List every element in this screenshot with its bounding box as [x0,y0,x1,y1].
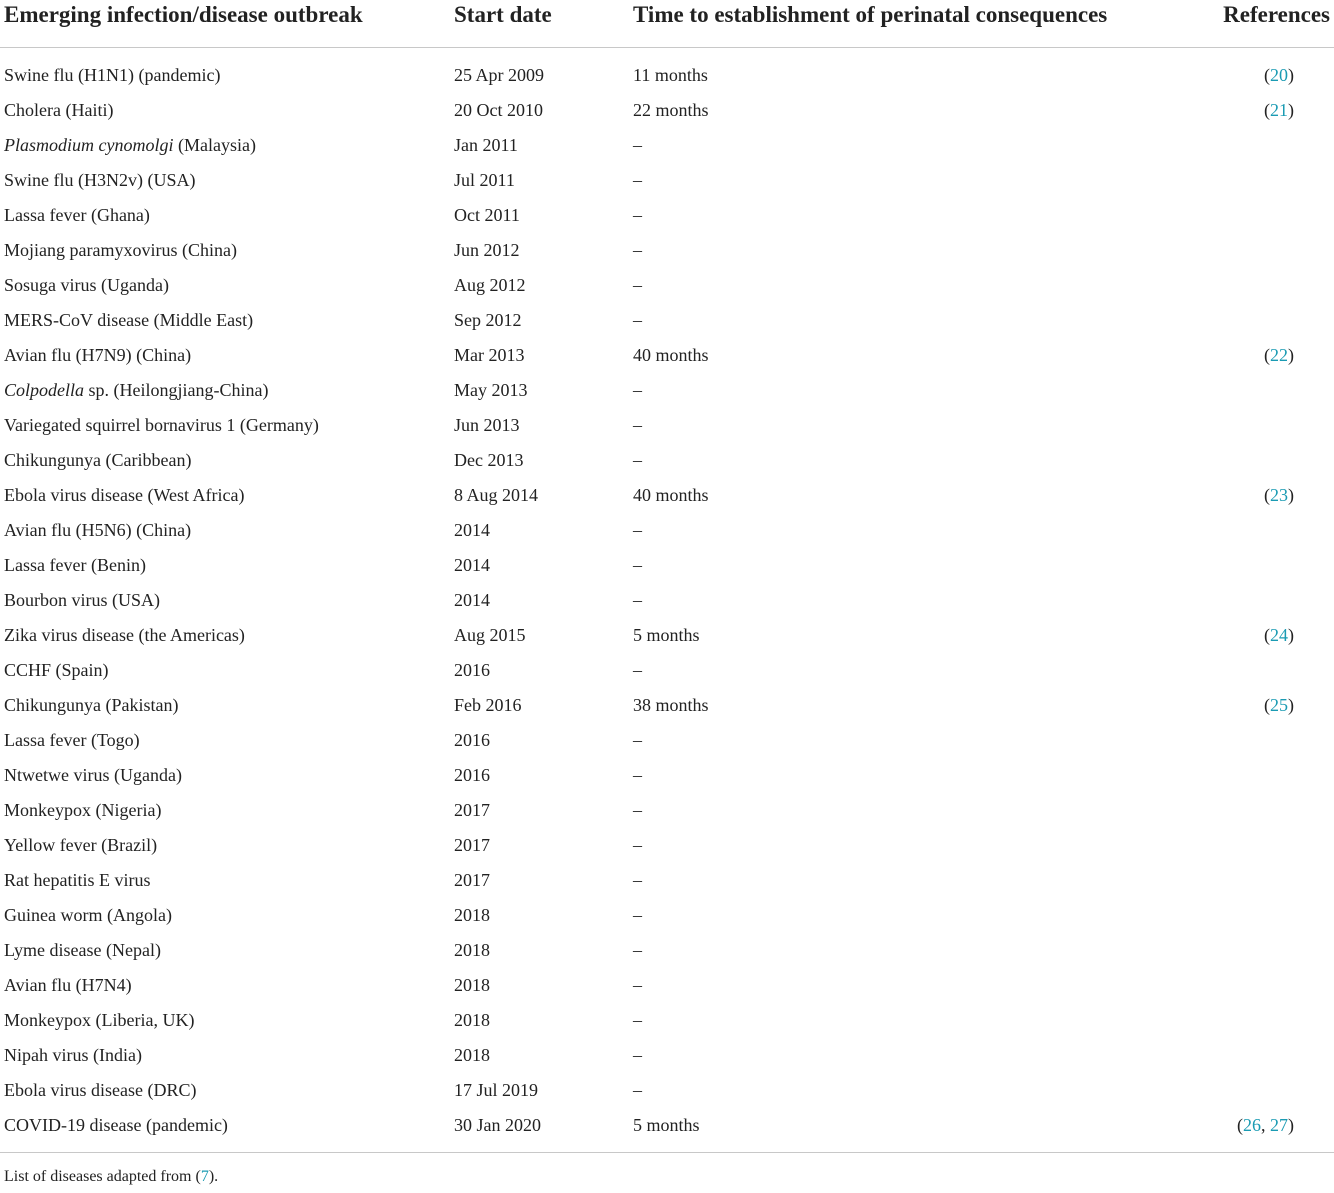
table-row [0,762,1334,797]
cell-references [1199,1077,1334,1112]
table-row [0,377,1334,412]
table-row [0,552,1334,587]
table-row [0,48,1334,98]
table-row [0,1007,1334,1042]
cell-references [1199,902,1334,937]
cell-disease: Avian flu (H7N4) [4,975,132,995]
cell-start-date: 17 Jul 2019 [454,1080,539,1100]
table-row [0,132,1334,167]
cell-start-date: 2016 [454,660,490,680]
cell-disease: Monkeypox (Nigeria) [4,800,162,820]
cell-time-to-establishment: – [633,835,642,855]
cell-start-date: Aug 2012 [454,275,526,295]
cell-start-date: 8 Aug 2014 [454,485,539,505]
cell-time-to-establishment: – [633,555,642,575]
disease-rest: sp. (Heilongjiang-China) [84,380,269,400]
cell-start-date: Dec 2013 [454,450,524,470]
cell-references: (20) [1264,65,1294,85]
cell-disease: Bourbon virus (USA) [4,590,160,610]
table-row [0,482,1334,517]
cell-start-date: 2017 [454,800,490,820]
cell-references [1199,307,1334,342]
table-row [0,587,1334,622]
cell-references [1199,797,1334,832]
cell-start-date: 30 Jan 2020 [450,1112,629,1153]
cell-time-to-establishment: – [633,170,642,190]
cell-references [1199,517,1334,552]
cell-references [1199,1007,1334,1042]
header-start-date: Start date [450,0,629,48]
table-row [0,167,1334,202]
cell-references: (22) [1264,345,1294,365]
cell-references [1199,657,1334,692]
cell-start-date: May 2013 [454,380,528,400]
header-references: References [1199,0,1334,48]
table-row [0,202,1334,237]
reference-link[interactable]: 27 [1270,1115,1288,1135]
table-row [0,867,1334,902]
cell-disease: Nipah virus (India) [4,1045,142,1065]
disease-italic-name: Colpodella [4,380,84,400]
cell-time-to-establishment: 5 months [633,625,700,645]
cell-references [1199,447,1334,482]
table-row [0,937,1334,972]
cell-disease: Swine flu (H3N2v) (USA) [4,170,196,190]
table-row [0,1077,1334,1112]
cell-time-to-establishment: 22 months [633,100,709,120]
cell-start-date: 2016 [454,730,490,750]
cell-time-to-establishment: – [633,975,642,995]
cell-time-to-establishment: 11 months [633,65,708,85]
table-row [0,307,1334,342]
cell-time-to-establishment: – [633,240,642,260]
cell-references: (25) [1264,695,1294,715]
cell-disease: Lassa fever (Togo) [4,730,140,750]
table-row [0,412,1334,447]
cell-references [1199,237,1334,272]
cell-disease: Chikungunya (Caribbean) [4,450,192,470]
cell-references [1199,832,1334,867]
cell-disease: Lassa fever (Ghana) [4,205,150,225]
cell-start-date: 2017 [454,870,490,890]
reference-link[interactable]: 25 [1270,695,1288,715]
cell-disease: Cholera (Haiti) [4,100,114,120]
cell-disease: Sosuga virus (Uganda) [4,275,169,295]
footnote-reference-link[interactable]: 7 [200,1168,209,1185]
cell-references [1199,587,1334,622]
cell-start-date: 2017 [454,835,490,855]
cell-start-date: 2016 [454,765,490,785]
cell-time-to-establishment: – [633,800,642,820]
cell-disease: Mojiang paramyxovirus (China) [4,240,237,260]
cell-disease: CCHF (Spain) [4,660,109,680]
cell-time-to-establishment: – [633,940,642,960]
cell-time-to-establishment: – [633,1010,642,1030]
cell-disease: Yellow fever (Brazil) [4,835,158,855]
table-body [0,48,1334,1153]
cell-start-date: Jun 2012 [454,240,520,260]
table-row [0,1112,1334,1153]
cell-start-date: Jul 2011 [454,170,515,190]
cell-references [1199,867,1334,902]
cell-time-to-establishment: – [633,730,642,750]
cell-start-date: Sep 2012 [454,310,522,330]
cell-disease: Variegated squirrel bornavirus 1 (Germany) [4,415,319,435]
cell-time-to-establishment: 40 months [633,345,709,365]
cell-disease: Swine flu (H1N1) (pandemic) [4,65,221,85]
cell-disease: Lassa fever (Benin) [4,555,146,575]
cell-references [1199,727,1334,762]
cell-references [1199,552,1334,587]
table-row [0,727,1334,762]
cell-time-to-establishment: – [633,380,642,400]
cell-disease [0,132,450,167]
cell-start-date: 2018 [454,1045,490,1065]
cell-references: (23) [1264,485,1294,505]
table-row [0,272,1334,307]
cell-time-to-establishment: – [633,450,642,470]
cell-time-to-establishment: – [633,205,642,225]
cell-start-date: Jun 2013 [454,415,520,435]
reference-link[interactable]: 22 [1270,345,1288,365]
reference-link[interactable]: 26 [1243,1115,1261,1135]
table-row [0,517,1334,552]
footnote-prefix: List of diseases adapted from ( [4,1168,201,1185]
cell-start-date: 2018 [454,905,490,925]
cell-time-to-establishment: – [633,870,642,890]
cell-start-date: 2014 [454,555,490,575]
cell-disease: MERS-CoV disease (Middle East) [4,310,254,330]
table-row [0,902,1334,937]
table-row [0,1042,1334,1077]
cell-disease [0,377,450,412]
table-header-row [0,0,1334,48]
reference-link[interactable]: 20 [1270,65,1288,85]
cell-references [1199,937,1334,972]
cell-disease: Ntwetwe virus (Uganda) [4,765,182,785]
header-time-to-establishment: Time to establishment of perinatal consequences [629,0,1199,48]
cell-references [1199,202,1334,237]
reference-link[interactable]: 23 [1270,485,1288,505]
table-row [0,447,1334,482]
cell-disease: Monkeypox (Liberia, UK) [4,1010,195,1030]
cell-disease: Lyme disease (Nepal) [4,940,161,960]
cell-references [1199,762,1334,797]
header-disease: Emerging infection/disease outbreak [0,0,450,48]
cell-start-date: Oct 2011 [454,205,520,225]
cell-start-date: 2018 [454,940,490,960]
cell-disease: Chikungunya (Pakistan) [4,695,179,715]
cell-disease: Zika virus disease (the Americas) [4,625,245,645]
cell-start-date: Aug 2015 [454,625,526,645]
disease-rest: (Malaysia) [173,135,256,155]
cell-time-to-establishment: – [633,660,642,680]
cell-start-date: Mar 2013 [454,345,525,365]
cell-time-to-establishment: – [633,275,642,295]
cell-disease: Avian flu (H5N6) (China) [4,520,192,540]
cell-start-date: Feb 2016 [454,695,522,715]
cell-references: (26, 27) [1199,1112,1334,1153]
cell-references [1199,167,1334,202]
table-row [0,237,1334,272]
cell-time-to-establishment: – [633,905,642,925]
cell-start-date: 20 Oct 2010 [454,100,543,120]
cell-disease: Rat hepatitis E virus [4,870,151,890]
cell-time-to-establishment: 40 months [633,485,709,505]
cell-disease: COVID-19 disease (pandemic) [0,1112,450,1153]
table-row [0,797,1334,832]
reference-link[interactable]: 21 [1270,100,1288,120]
cell-time-to-establishment: – [633,520,642,540]
cell-start-date: 2018 [454,975,490,995]
table-row [0,657,1334,692]
cell-start-date: 2014 [454,590,490,610]
cell-disease: Ebola virus disease (DRC) [4,1080,197,1100]
cell-references [1199,972,1334,1007]
cell-references: (24) [1264,625,1294,645]
cell-references [1199,1042,1334,1077]
table-row [0,342,1334,377]
cell-start-date: 2014 [454,520,490,540]
cell-start-date: Jan 2011 [454,135,518,155]
table-row [0,97,1334,132]
cell-time-to-establishment: – [633,590,642,610]
cell-time-to-establishment: 38 months [633,695,709,715]
table-footnote [4,1166,218,1188]
cell-time-to-establishment: – [633,1080,642,1100]
cell-references [1199,412,1334,447]
cell-time-to-establishment: – [633,1045,642,1065]
footnote-suffix: ). [208,1168,219,1185]
table-row [0,692,1334,727]
cell-disease: Ebola virus disease (West Africa) [4,485,245,505]
table-row [0,832,1334,867]
cell-time-to-establishment: – [633,765,642,785]
table-row [0,622,1334,657]
cell-start-date: 25 Apr 2009 [454,65,544,85]
cell-disease: Avian flu (H7N9) (China) [4,345,192,365]
cell-references: (21) [1264,100,1294,120]
cell-time-to-establishment: – [633,135,642,155]
cell-disease: Guinea worm (Angola) [4,905,172,925]
disease-italic-name: Plasmodium cynomolgi [4,135,174,155]
cell-time-to-establishment: 5 months [629,1112,1199,1153]
cell-references [1199,272,1334,307]
cell-references [1199,132,1334,167]
cell-time-to-establishment: – [633,310,642,330]
cell-start-date: 2018 [454,1010,490,1030]
table-row [0,972,1334,1007]
cell-references [1199,377,1334,412]
cell-time-to-establishment: – [633,415,642,435]
reference-link[interactable]: 24 [1270,625,1288,645]
